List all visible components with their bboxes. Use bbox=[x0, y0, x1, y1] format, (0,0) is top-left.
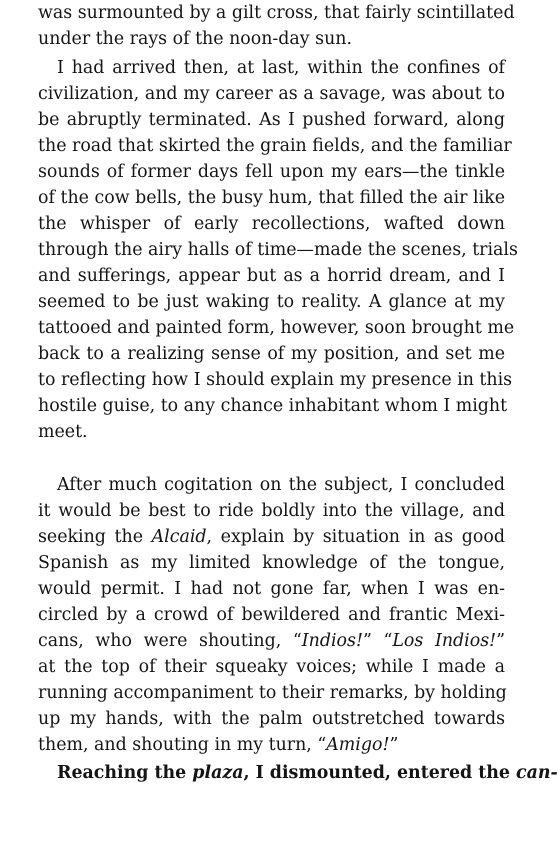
text-line: circled by a crowd of bewildered and frantic Mexi- bbox=[38, 605, 505, 625]
text-line: After much cogitation on the subject, I concluded bbox=[57, 475, 505, 495]
text-line bbox=[38, 628, 505, 654]
text-line: the whisper of early recollections, wafted down bbox=[38, 214, 505, 234]
text-segment: cans, who were shouting, “ bbox=[38, 631, 302, 651]
italic-term-los-indios: Los Indios! bbox=[392, 631, 497, 651]
text-line: and sufferings, appear but as a horrid dream, and I bbox=[38, 266, 505, 286]
italic-term-alcaid: Alcaid bbox=[151, 527, 207, 547]
italic-term-amigo: Amigo! bbox=[326, 735, 390, 755]
text-line: running accompaniment to their remarks, by holding bbox=[38, 683, 507, 703]
text-line: at the top of their squeaky voices; while I made a bbox=[38, 657, 505, 677]
text-line: seemed to be just waking to reality. A glance at my bbox=[38, 292, 505, 312]
text-line: back to a realizing sense of my position, and set me bbox=[38, 344, 505, 364]
text-line: it would be best to ride boldly into the village, and bbox=[38, 501, 505, 521]
text-line: was surmounted by a gilt cross, that fairly scintillated bbox=[38, 3, 515, 23]
text-line: Spanish as my limited knowledge of the tongue, bbox=[38, 553, 505, 573]
text-line: to reflecting how I should explain my presence in this bbox=[38, 370, 513, 390]
text-segment: , I dismounted, entered the bbox=[243, 763, 510, 783]
text-line: under the rays of the noon-day sun. bbox=[38, 29, 352, 49]
text-line: I had arrived then, at last, within the confines of bbox=[57, 58, 505, 78]
text-segment: Reaching the bbox=[57, 763, 187, 783]
text-segment: them, and shouting in my turn, “ bbox=[38, 735, 327, 755]
text-line: civilization, and my career as a savage, was about to bbox=[38, 84, 505, 104]
text-line bbox=[38, 732, 505, 758]
text-line bbox=[38, 524, 505, 550]
italic-term-can: can- bbox=[516, 763, 558, 783]
text-segment: , explain by situation in as good bbox=[206, 527, 505, 547]
text-line: would permit. I had not gone far, when I was en- bbox=[38, 579, 505, 599]
text-line: tattooed and painted form, however, soon brought me bbox=[38, 318, 515, 338]
text-line: sounds of former days fell upon my ears—the tinkle bbox=[38, 162, 505, 182]
italic-term-indios: Indios! bbox=[301, 631, 363, 651]
text-line: up my hands, with the palm outstretched towards bbox=[38, 709, 505, 729]
text-segment: ” bbox=[496, 631, 506, 651]
text-line: be abruptly terminated. As I pushed forward, along bbox=[38, 110, 505, 130]
text-line: hostile guise, to any chance inhabitant whom I might bbox=[38, 396, 508, 416]
text-line: meet. bbox=[38, 422, 88, 442]
text-line: through the airy halls of time—made the scenes, trials bbox=[38, 240, 518, 260]
text-segment: seeking the bbox=[38, 527, 144, 547]
text-segment: ” bbox=[389, 735, 399, 755]
text-line bbox=[57, 760, 558, 786]
text-segment: ” “ bbox=[362, 631, 393, 651]
text-line: the road that skirted the grain fields, and the familiar bbox=[38, 136, 512, 156]
italic-term-plaza: plaza bbox=[192, 763, 244, 783]
text-line: of the cow bells, the busy hum, that filled the air like bbox=[38, 188, 505, 208]
